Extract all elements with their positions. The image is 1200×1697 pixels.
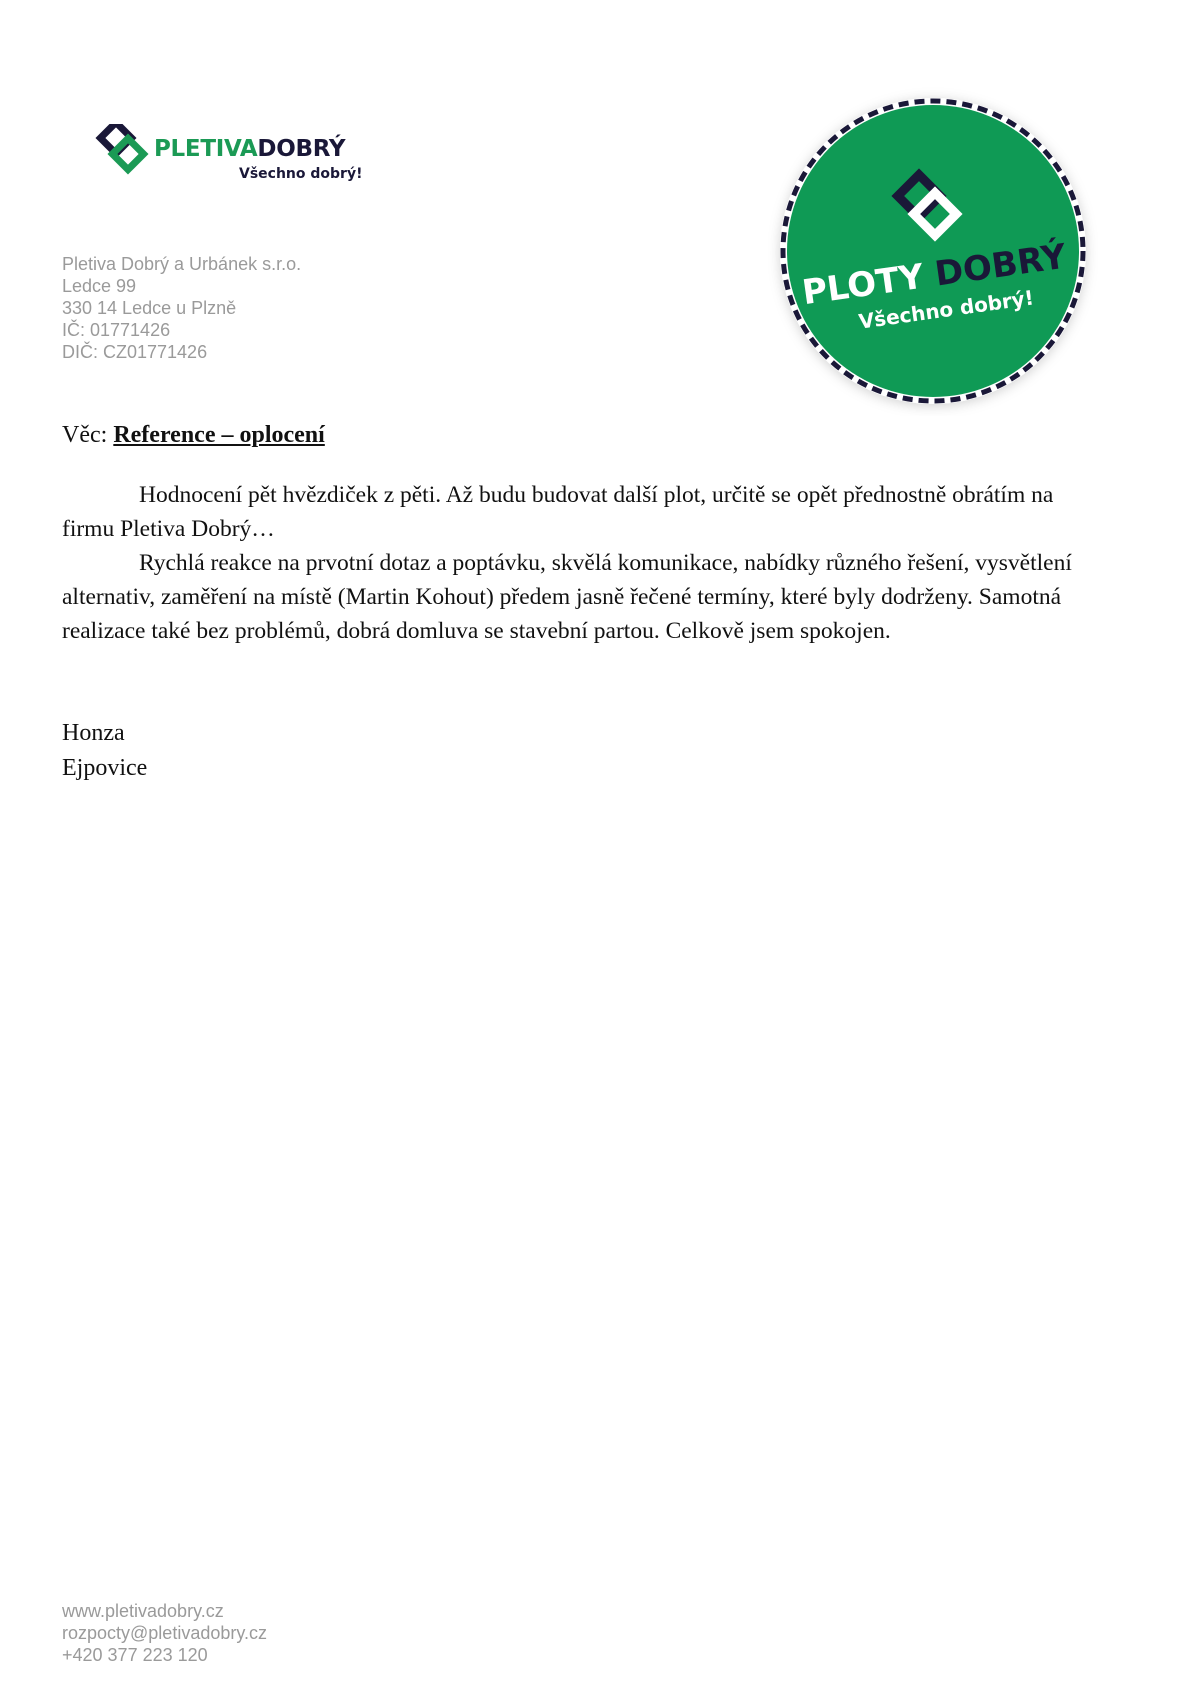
company-street: Ledce 99 [62,276,137,296]
footer-phone: +420 377 223 120 [62,1645,208,1665]
letter-subject [62,422,325,449]
logo-wordmark [154,136,345,162]
stamp-tagline: Všechno dobrý! [857,285,1036,334]
letter-signature [62,716,147,786]
letter-body [62,478,1102,648]
page-footer [62,1600,267,1666]
logo-word-dark: DOBRÝ [257,136,346,162]
stamp-word-light: PLOTY [799,256,927,314]
company-name: Pletiva Dobrý a Urbánek s.r.o. [62,254,302,274]
signature-place: Ejpovice [62,755,148,781]
logo-tagline: Všechno dobrý! [239,166,363,182]
footer-web: www.pletivadobry.cz [62,1601,224,1621]
logo-mark-icon [92,124,152,184]
body-paragraph: Rychlá reakce na prvotní dotaz a poptávku, skvělá komunikace, nabídky různého řešení, vysvětlení alternativ, zaměření na místě (Martin Kohout) předem jasně řečené termíny, které byly dodrženy. Samotná realizace také bez problémů, dobrá domluva se stavební partou. Celkově jsem spokojen. [62,550,1072,644]
company-dic: DIČ: CZ01771426 [62,342,208,362]
footer-email: rozpocty@pletivadobry.cz [62,1623,268,1643]
company-city: 330 14 Ledce u Plzně [62,298,237,318]
body-paragraph: Hodnocení pět hvězdiček z pěti. Až budu budovat další plot, určitě se opět přednostně obrátím na firmu Pletiva Dobrý… [62,482,1054,542]
company-ic: IČ: 01771426 [62,320,171,340]
stamp-word-dark: DOBRÝ [932,236,1069,295]
logo-word-green: PLETIVA [154,136,258,162]
signature-name: Honza [62,720,125,746]
company-logo [92,124,392,190]
subject-label: Věc: [62,422,114,448]
company-stamp [768,86,1098,416]
subject-text: Reference – oplocení [113,422,325,448]
company-address [62,253,301,363]
